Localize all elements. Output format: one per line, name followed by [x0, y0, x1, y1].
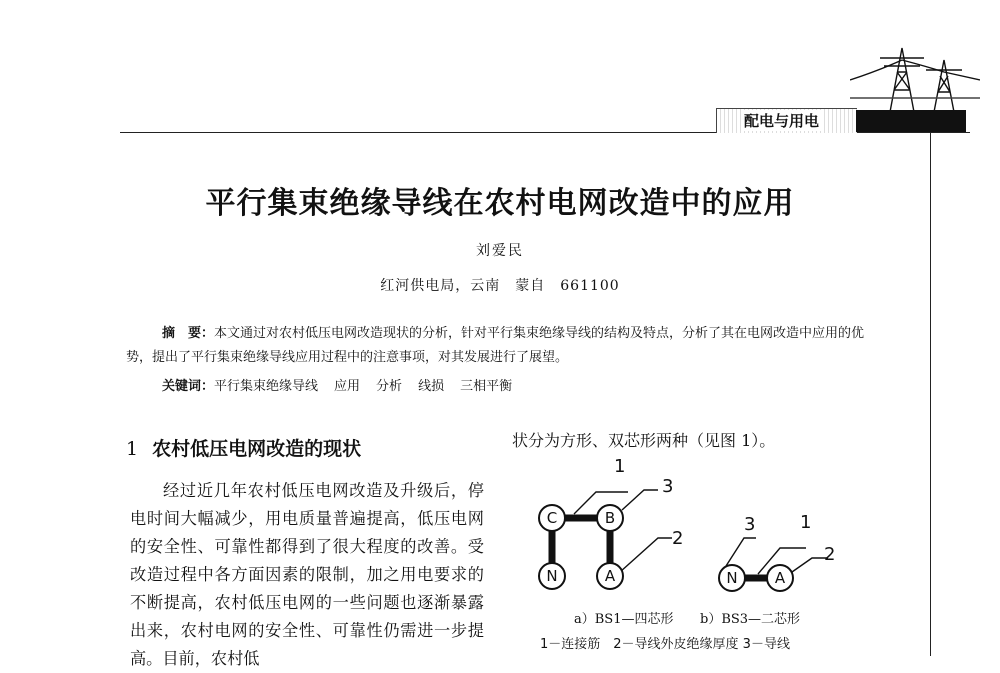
- section-number: 1: [126, 438, 139, 460]
- keyword: 线损: [418, 379, 445, 394]
- node-label: C: [546, 509, 558, 527]
- callout-label: 2: [672, 528, 684, 549]
- keyword: 分析: [376, 379, 403, 394]
- keyword: 应用: [334, 379, 361, 394]
- node-label: B: [604, 509, 616, 527]
- abstract-label: 摘 要：: [162, 326, 215, 341]
- node-label: A: [604, 567, 616, 585]
- callout-label: 3: [744, 514, 756, 535]
- callout-label: 2: [824, 544, 836, 565]
- figure-caption-b: b）BS3—二芯形: [700, 612, 801, 627]
- keyword: 三相平衡: [460, 379, 513, 394]
- keyword: 平行集束绝缘导线: [214, 379, 319, 394]
- keywords: [162, 375, 528, 394]
- abstract-text: 本文通过对农村低压电网改造现状的分析，针对平行集束绝缘导线的结构及特点，分析了其在电网改造中应用的优势，提出了平行集束绝缘导线应用过程中的注意事项，对其发展进行了展望。: [126, 326, 865, 365]
- figure-legend: 1－连接筋 2－导线外皮绝缘厚度 3－导线: [540, 637, 790, 652]
- article-affiliation: 红河供电局，云南 蒙自 661100: [380, 278, 620, 294]
- section-name: 配电与用电: [744, 112, 820, 130]
- section-heading: [126, 434, 361, 461]
- node-label: N: [726, 569, 738, 587]
- callout-label: 3: [662, 476, 674, 497]
- section-title: 农村低压电网改造的现状: [152, 438, 362, 460]
- node-label: A: [774, 569, 786, 587]
- abstract: [126, 322, 876, 370]
- article-title: 平行集束绝缘导线在农村电网改造中的应用: [205, 186, 795, 221]
- article-author: 刘爱民: [476, 243, 524, 259]
- keywords-label: 关键词：: [162, 379, 215, 394]
- header-block: [856, 110, 966, 132]
- node-label: N: [546, 567, 558, 585]
- callout-label: 1: [800, 512, 812, 533]
- figure-caption-a: a）BS1—四芯形: [574, 612, 674, 627]
- power-tower-icon: [850, 40, 980, 112]
- right-column-text: 状分为方形、双芯形两种（见图 1）。: [512, 431, 776, 450]
- section-paragraph: 经过近几年农村低压电网改造及升级后，停电时间大幅减少，用电质量普遍提高，低压电网的安全性、可靠性都得到了很大程度的改善。受改造过程中各方面因素的限制，加之用电要求的不断提高，农村低压电网的一些问题也逐渐暴露出来，农村电网的安全性、可靠性仍需进一步提高。目前，农村低: [130, 481, 484, 668]
- callout-label: 1: [614, 456, 626, 477]
